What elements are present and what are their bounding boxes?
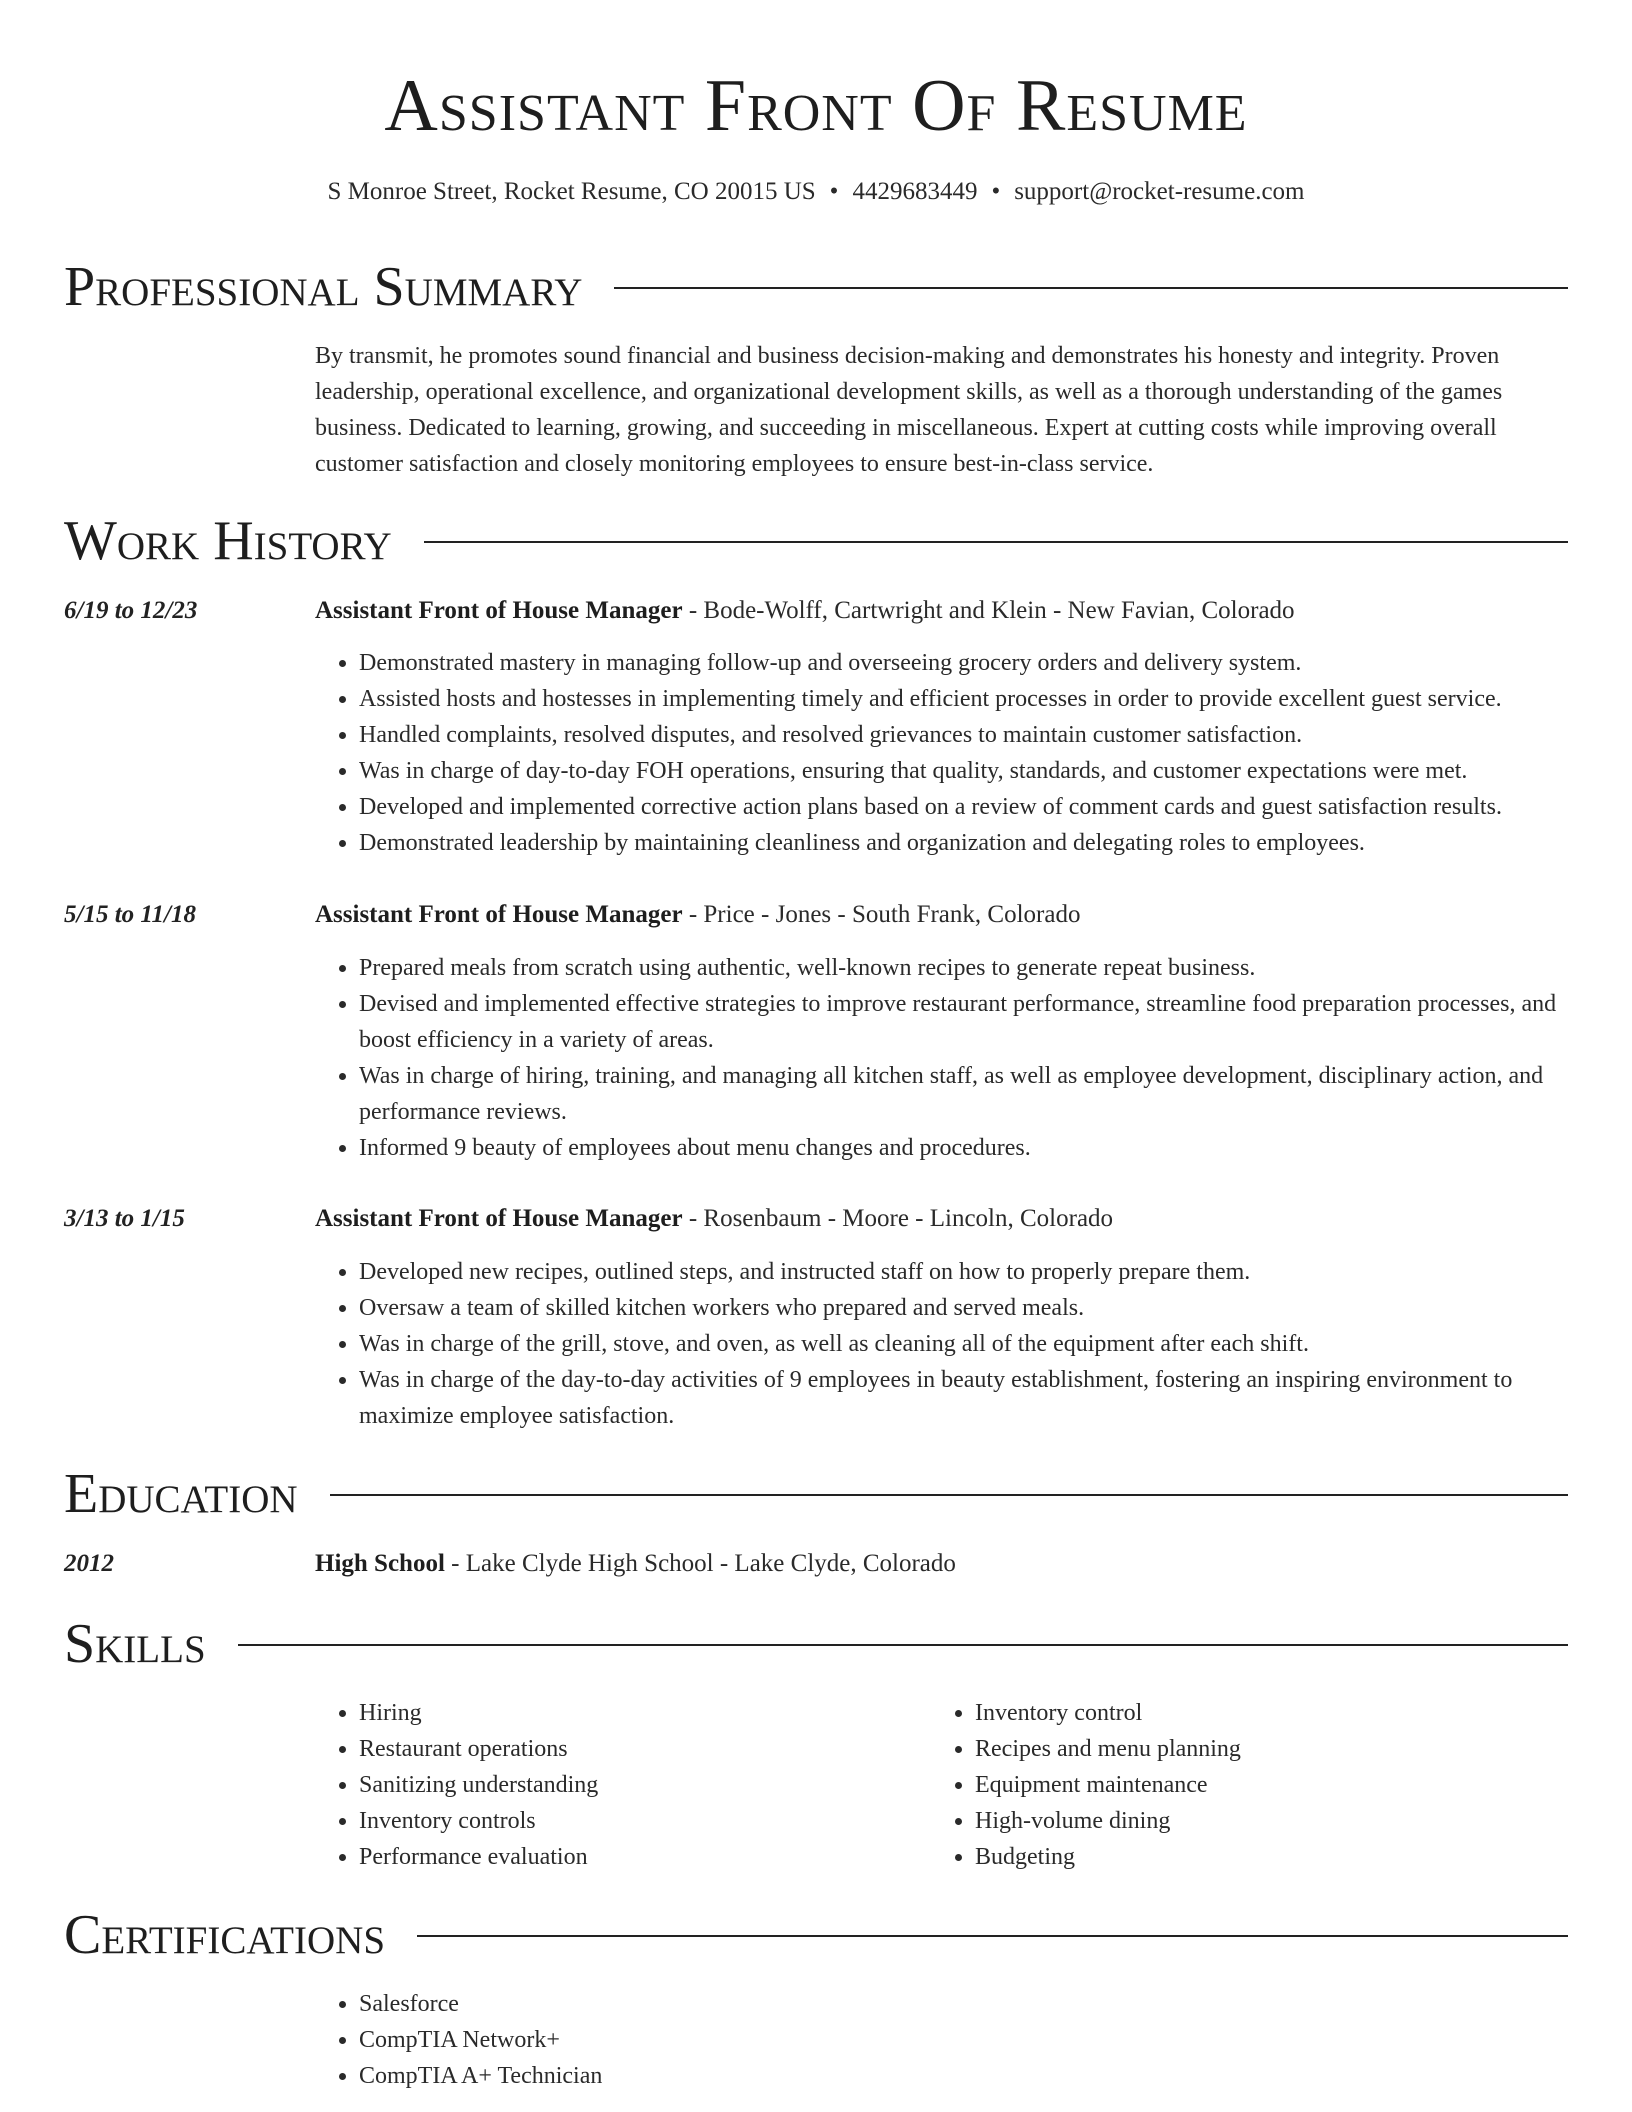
contact-line — [0, 174, 1632, 210]
skills-heading: Skills — [64, 1613, 206, 1675]
job-bullet: • Handled complaints, resolved disputes, and resolved grievances to maintain customer satisfaction. — [359, 717, 1568, 753]
job-bullet: • Devised and implemented effective strategies to improve restaurant performance, streamline food preparation processes, and boost efficiency in a variety of areas. — [359, 986, 1568, 1058]
education-section-header — [64, 1459, 1568, 1529]
job-bullet: • Oversaw a team of skilled kitchen workers who prepared and served meals. — [359, 1290, 1568, 1326]
section-divider — [614, 287, 1568, 289]
certifications-section-header — [64, 1900, 1568, 1970]
education-school: - Lake Clyde High School - Lake Clyde, Colorado — [444, 1550, 956, 1577]
certification-item: • CompTIA A+ Technician — [359, 2058, 919, 2094]
contact-address: S Monroe Street, Rocket Resume, CO 20015 US — [327, 178, 816, 205]
section-divider — [417, 1935, 1568, 1937]
job-title: Assistant Front of House Manager — [315, 901, 683, 928]
education-heading: Education — [64, 1463, 298, 1525]
skill-item: • Restaurant operations — [359, 1731, 919, 1767]
work-section-header — [64, 506, 1568, 576]
section-divider — [238, 1644, 1568, 1646]
skill-item: • Sanitizing understanding — [359, 1767, 919, 1803]
certifications-list — [315, 1986, 919, 2094]
job-bullet: • Developed and implemented corrective action plans based on a review of comment cards and guest satisfaction results. — [359, 789, 1568, 825]
section-divider — [424, 541, 1568, 543]
job-dates: 6/19 to 12/23 — [64, 597, 198, 624]
job-employer: - Price - Jones - South Frank, Colorado — [682, 901, 1081, 928]
skills-list-right — [931, 1695, 1535, 1875]
job-bullet: • Was in charge of the day-to-day activities of 9 employees in beauty establishment, fostering an inspiring environment to maximize employee satisfaction. — [359, 1362, 1568, 1434]
job-bullet: • Was in charge of hiring, training, and managing all kitchen staff, as well as employee development, disciplinary action, and performance reviews. — [359, 1058, 1568, 1130]
resume-name: Assistant Front Of Resume — [384, 65, 1248, 147]
summary-heading: Professional Summary — [64, 256, 583, 318]
skill-item: • Inventory controls — [359, 1803, 919, 1839]
skill-item: • Recipes and menu planning — [975, 1731, 1535, 1767]
job-bullet: • Was in charge of the grill, stove, and oven, as well as cleaning all of the equipment after each shift. — [359, 1326, 1568, 1362]
education-line — [315, 1546, 1568, 1582]
job-bullet: • Assisted hosts and hostesses in implementing timely and efficient processes in order to provide excellent guest service. — [359, 681, 1568, 717]
skill-item: • Performance evaluation — [359, 1839, 919, 1875]
certification-item: • Salesforce — [359, 1986, 919, 2022]
work-heading: Work History — [64, 510, 392, 572]
skills-list-left — [315, 1695, 919, 1875]
job-title: Assistant Front of House Manager — [315, 1205, 683, 1232]
skill-item: • Hiring — [359, 1695, 919, 1731]
job-bullets — [315, 950, 1568, 1166]
contact-phone: 4429683449 — [852, 178, 978, 205]
job-employer: - Rosenbaum - Moore - Lincoln, Colorado — [682, 1205, 1114, 1232]
contact-separator: • — [829, 178, 839, 205]
job-bullets — [315, 1254, 1568, 1434]
skill-item: • High-volume dining — [975, 1803, 1535, 1839]
job-role-line — [315, 897, 1568, 933]
skill-item: • Equipment maintenance — [975, 1767, 1535, 1803]
job-role-line — [315, 593, 1568, 629]
education-year: 2012 — [64, 1550, 114, 1577]
job-bullet: • Informed 9 beauty of employees about menu changes and procedures. — [359, 1130, 1568, 1166]
job-bullet: • Developed new recipes, outlined steps, and instructed staff on how to properly prepare them. — [359, 1254, 1568, 1290]
contact-email: support@rocket-resume.com — [1014, 178, 1305, 205]
certification-item: • CompTIA Network+ — [359, 2022, 919, 2058]
skills-section-header — [64, 1609, 1568, 1679]
job-bullets — [315, 645, 1568, 861]
skill-item: • Inventory control — [975, 1695, 1535, 1731]
section-divider — [330, 1494, 1568, 1496]
job-bullet: • Demonstrated mastery in managing follow-up and overseeing grocery orders and delivery system. — [359, 645, 1568, 681]
job-dates: 5/15 to 11/18 — [64, 901, 196, 928]
education-degree: High School — [315, 1550, 445, 1577]
job-role-line — [315, 1201, 1568, 1237]
job-title: Assistant Front of House Manager — [315, 597, 683, 624]
job-dates: 3/13 to 1/15 — [64, 1205, 185, 1232]
job-bullet: • Prepared meals from scratch using authentic, well-known recipes to generate repeat business. — [359, 950, 1568, 986]
summary-text: By transmit, he promotes sound financial and business decision-making and demonstrates his honesty and integrity. Proven leadership, operational excellence, and organizational development skills, as well as a thorough understanding of the games business. Dedicated to learning, growing, and succeeding in miscellaneous. Expert at cutting costs while improving overall customer satisfaction and closely monitoring employees to ensure best-in-class service. — [315, 343, 1503, 477]
skill-item: • Budgeting — [975, 1839, 1535, 1875]
contact-separator: • — [991, 178, 1001, 205]
job-bullet: • Was in charge of day-to-day FOH operations, ensuring that quality, standards, and customer expectations were met. — [359, 753, 1568, 789]
certifications-heading: Certifications — [64, 1904, 386, 1966]
job-employer: - Bode-Wolff, Cartwright and Klein - New Favian, Colorado — [682, 597, 1295, 624]
summary-section-header — [64, 252, 1568, 322]
job-bullet: • Demonstrated leadership by maintaining cleanliness and organization and delegating roles to employees. — [359, 825, 1568, 861]
